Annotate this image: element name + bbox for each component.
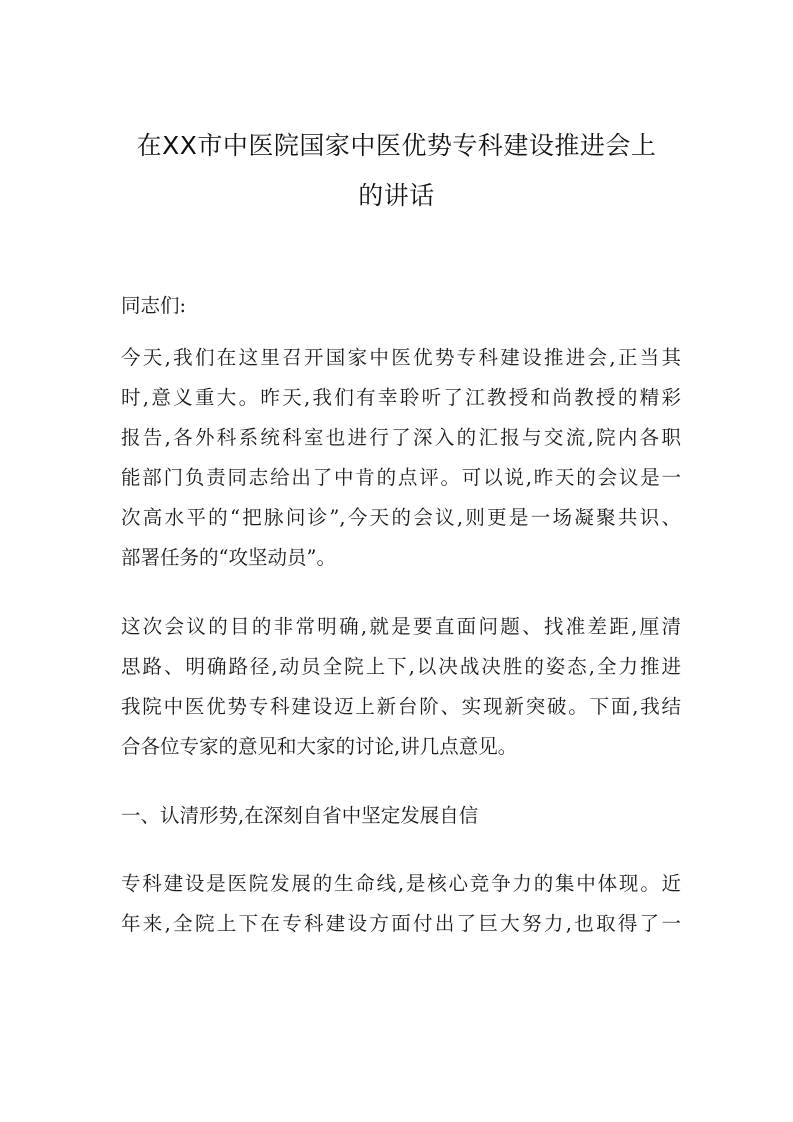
paragraph-3-line-1: 专科建设是医院发展的生命线,是核心竞争力的集中体现。近 [121, 872, 681, 895]
paragraph-1-line-4: 能部门负责同志给出了中肯的点评。可以说,昨天的会议是一 [121, 466, 681, 489]
paragraph-2-line-3: 我院中医优势专科建设迈上新台阶、实现新突破。下面,我结 [121, 695, 681, 718]
paragraph-2-line-1: 这次会议的目的非常明确,就是要直面问题、找准差距,厘清 [121, 615, 681, 638]
salutation: 同志们: [121, 294, 187, 317]
paragraph-2-line-2: 思路、明确路径,动员全院上下,以决战决胜的姿态,全力推进 [121, 655, 681, 678]
section-heading-1: 一、认清形势,在深刻自省中坚定发展自信 [121, 804, 479, 827]
paragraph-2-line-4: 合各位专家的意见和大家的讨论,讲几点意见。 [121, 735, 518, 758]
document-title-line-2: 的讲话 [358, 181, 435, 210]
paragraph-1-line-1: 今天,我们在这里召开国家中医优势专科建设推进会,正当其 [121, 346, 681, 369]
paragraph-1-line-3: 报告,各外科系统科室也进行了深入的汇报与交流,院内各职 [121, 426, 681, 449]
paragraph-3-line-2: 年来,全院上下在专科建设方面付出了巨大努力,也取得了一 [121, 912, 681, 935]
paragraph-1-line-2: 时,意义重大。昨天,我们有幸聆听了江教授和尚教授的精彩 [121, 386, 681, 409]
paragraph-1-line-6: 部署任务的“攻坚动员”。 [121, 546, 336, 569]
paragraph-1-line-5: 次高水平的“把脉问诊”,今天的会议,则更是一场凝聚共识、 [121, 506, 681, 529]
document-title-line-1: 在XX市中医院国家中医优势专科建设推进会上 [136, 131, 657, 160]
